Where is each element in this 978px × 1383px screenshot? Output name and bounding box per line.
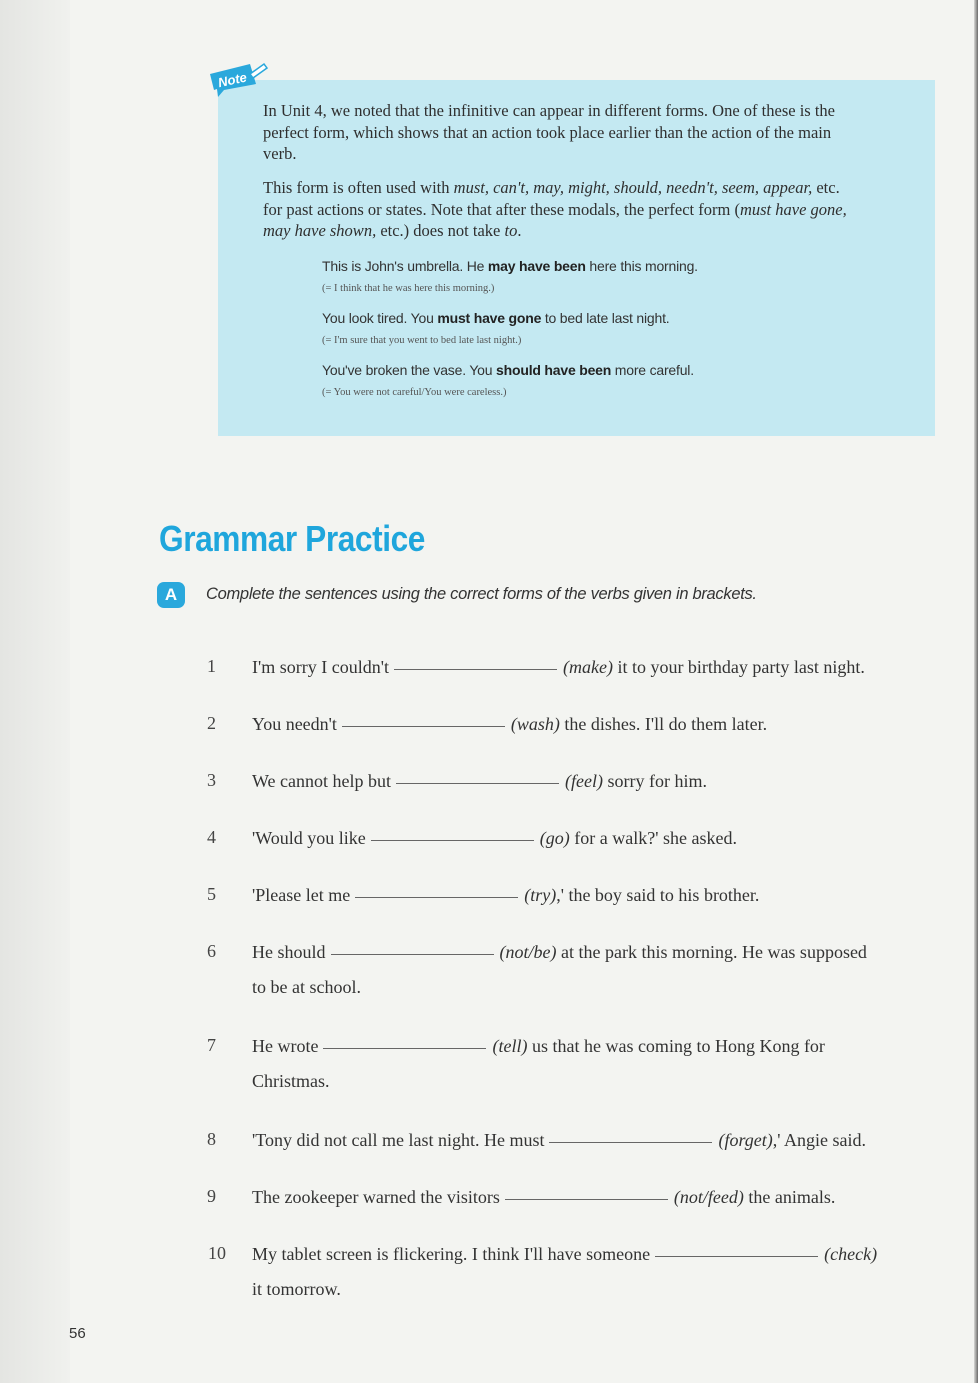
question-number: 7 xyxy=(207,1035,216,1055)
question-3: We cannot help but (feel) sorry for him. xyxy=(252,771,707,791)
question-2: You needn't (wash) the dishes. I'll do them later. xyxy=(252,714,768,734)
question-4: 'Would you like (go) for a walk?' she asked. xyxy=(252,828,737,848)
exercise-badge: A xyxy=(157,582,185,608)
page-gutter xyxy=(0,0,70,1383)
section-title: Grammar Practice xyxy=(159,518,425,559)
question-number: 4 xyxy=(207,827,216,847)
question-number: 5 xyxy=(207,884,216,904)
note-example-3-gloss: (= You were not careful/You were careless.) xyxy=(322,387,507,398)
answer-blank[interactable] xyxy=(323,1047,486,1049)
question-number: 6 xyxy=(207,941,216,961)
answer-blank[interactable] xyxy=(655,1255,818,1257)
question-7: He wrote (tell) us that he was coming to Hong Kong for Christmas. xyxy=(252,1036,825,1091)
question-1: I'm sorry I couldn't (make) it to your birthday party last night. xyxy=(252,657,865,677)
note-example-2-gloss: (= I'm sure that you went to bed late last night.) xyxy=(322,335,522,346)
answer-blank[interactable] xyxy=(394,668,557,670)
question-number: 1 xyxy=(207,656,216,676)
page-edge xyxy=(974,0,978,1383)
question-6: He should (not/be) at the park this morning. He was supposed to be at school. xyxy=(252,942,867,997)
note-example-1: This is John's umbrella. He may have been here this morning. xyxy=(322,258,698,274)
answer-blank[interactable] xyxy=(331,953,494,955)
note-paragraph-2: This form is often used with must, can't, may, might, should, needn't, seem, appear, etc. for past actions or states. Note that after these modals, the perfect form (must have gone, may have shown, etc.) does not take to. xyxy=(263,178,847,240)
note-example-3: You've broken the vase. You should have been more careful. xyxy=(322,362,694,378)
note-paragraph-1: In Unit 4, we noted that the infinitive can appear in different forms. One of these is the perfect form, which shows that an action took place earlier than the action of the main verb. xyxy=(263,101,835,163)
answer-blank[interactable] xyxy=(549,1141,712,1143)
question-5: 'Please let me (try),' the boy said to his brother. xyxy=(252,885,760,905)
note-example-2: You look tired. You must have gone to bed late last night. xyxy=(322,310,670,326)
question-number: 8 xyxy=(207,1129,216,1149)
question-8: 'Tony did not call me last night. He must (forget),' Angie said. xyxy=(252,1130,867,1150)
answer-blank[interactable] xyxy=(342,725,505,727)
question-number: 3 xyxy=(207,770,216,790)
answer-blank[interactable] xyxy=(505,1198,668,1200)
page-number: 56 xyxy=(69,1325,86,1342)
exercise-instruction: Complete the sentences using the correct forms of the verbs given in brackets. xyxy=(206,585,757,603)
answer-blank[interactable] xyxy=(371,839,534,841)
answer-blank[interactable] xyxy=(355,896,518,898)
note-pencil-icon xyxy=(206,60,268,98)
question-number: 9 xyxy=(207,1186,216,1206)
note-example-1-gloss: (= I think that he was here this morning.) xyxy=(322,283,495,294)
question-10: My tablet screen is flickering. I think I'll have someone (check) it tomorrow. xyxy=(252,1244,878,1299)
answer-blank[interactable] xyxy=(396,782,559,784)
question-number: 2 xyxy=(207,713,216,733)
question-9: The zookeeper warned the visitors (not/feed) the animals. xyxy=(252,1187,836,1207)
note-tag-label: Note xyxy=(216,69,249,91)
question-number: 10 xyxy=(208,1243,226,1263)
